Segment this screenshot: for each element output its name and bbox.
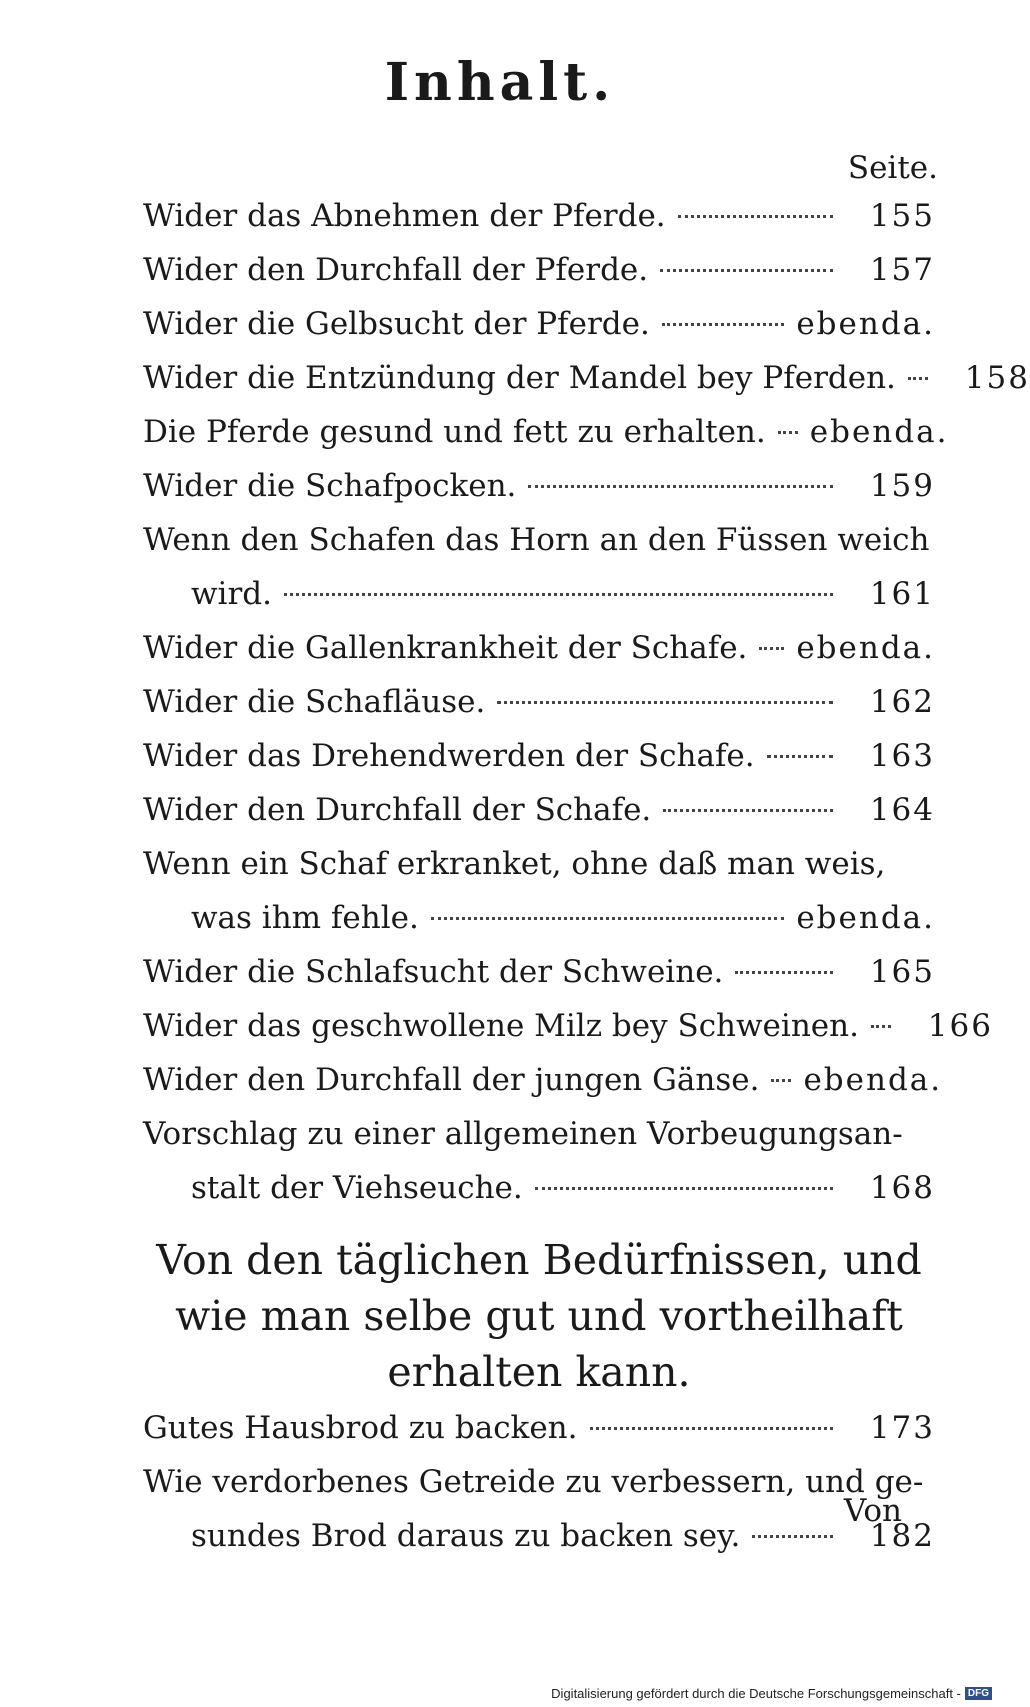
toc-entry xyxy=(143,468,935,522)
toc-page-number: ebenda. xyxy=(803,1062,943,1098)
page-column-header: Seite. xyxy=(847,150,938,186)
toc-entry-line xyxy=(143,414,949,468)
toc-entry-line xyxy=(143,630,935,684)
toc-page-number: 165 xyxy=(869,954,935,990)
dot-leader xyxy=(771,1079,791,1082)
dot-leader xyxy=(528,485,833,488)
dot-leader xyxy=(284,593,833,596)
toc-entry-text: Gutes Hausbrod zu backen. xyxy=(143,1410,578,1446)
toc-entry xyxy=(143,954,935,1008)
toc-page-number: ebenda. xyxy=(796,900,935,936)
dot-leader xyxy=(908,377,928,380)
toc-entry xyxy=(143,252,935,306)
toc-page-number: 182 xyxy=(869,1518,935,1554)
toc-entry xyxy=(143,1008,993,1062)
toc-entry xyxy=(143,1464,935,1572)
dot-leader xyxy=(663,809,833,812)
toc-entry xyxy=(143,846,935,954)
dot-leader xyxy=(871,1025,891,1028)
toc-entry-text: Wider die Schafpocken. xyxy=(143,468,517,504)
toc-entry-text: Wie verdorbenes Getreide zu verbessern, und ge- xyxy=(143,1464,924,1500)
toc-entry xyxy=(143,414,949,468)
toc-entry-line xyxy=(143,738,935,792)
toc-page-number: 162 xyxy=(869,684,935,720)
dot-leader xyxy=(735,971,833,974)
dot-leader xyxy=(660,269,833,272)
toc-entry-line xyxy=(143,684,935,738)
toc-entry-line xyxy=(143,1062,943,1116)
page-title: Inhalt. xyxy=(384,52,616,113)
toc-entry-continuation xyxy=(143,576,935,630)
toc-entry-line xyxy=(143,846,935,900)
toc-entry-text: Wider das Abnehmen der Pferde. xyxy=(143,198,666,234)
section-heading: Von den täglichen Bedürfnissen, und wie man selbe gut und vortheilhaft erhalten kann. xyxy=(156,1236,922,1396)
dot-leader xyxy=(590,1427,834,1430)
toc-entry-text: stalt der Viehseuche. xyxy=(191,1170,523,1206)
toc-entry-text: Wider den Durchfall der jungen Gänse. xyxy=(143,1062,760,1098)
dot-leader xyxy=(431,917,785,920)
toc-page-number: 161 xyxy=(869,576,935,612)
toc-entry xyxy=(143,684,935,738)
toc-entry xyxy=(143,630,935,684)
digitization-footer xyxy=(551,1686,992,1701)
toc-entry-text: Wenn den Schafen das Horn an den Füssen weich xyxy=(143,522,930,558)
toc-page-number: 166 xyxy=(927,1008,993,1044)
toc-entry-line xyxy=(143,792,935,846)
toc-entry-text: Wider das Drehendwerden der Schafe. xyxy=(143,738,755,774)
dot-leader xyxy=(752,1535,833,1538)
toc-page-number: 158 xyxy=(964,360,1030,396)
toc-entry xyxy=(143,792,935,846)
toc-entry-line xyxy=(143,360,1030,414)
toc-page-number: 164 xyxy=(869,792,935,828)
dot-leader xyxy=(535,1187,833,1190)
toc-page-number: ebenda. xyxy=(796,306,935,342)
toc-entry-text: Wider die Schafläuse. xyxy=(143,684,486,720)
toc-entry-line xyxy=(143,252,935,306)
toc-entry-text: Wider die Gelbsucht der Pferde. xyxy=(143,306,650,342)
toc-entry-line xyxy=(143,306,935,360)
toc-page-number: 159 xyxy=(869,468,935,504)
footer-text: Digitalisierung gefördert durch die Deutsche Forschungsgemeinschaft - xyxy=(551,1686,961,1701)
toc-entry-text: was ihm fehle. xyxy=(191,900,419,936)
table-of-contents xyxy=(143,198,1030,1572)
toc-page-number: 173 xyxy=(869,1410,935,1446)
toc-entry xyxy=(143,522,935,630)
dot-leader xyxy=(767,755,833,758)
toc-page-number: ebenda. xyxy=(796,630,935,666)
toc-entry-text: Wider den Durchfall der Pferde. xyxy=(143,252,649,288)
dfg-logo: DFG xyxy=(965,1687,992,1700)
toc-entry-line xyxy=(143,468,935,522)
toc-entry-text: Wider die Entzündung der Mandel bey Pferden. xyxy=(143,360,896,396)
toc-entry xyxy=(143,738,935,792)
toc-entry-continuation xyxy=(143,1170,935,1224)
toc-page-number: ebenda. xyxy=(809,414,949,450)
toc-page-number: 155 xyxy=(869,198,935,234)
toc-entry-continuation xyxy=(143,1518,935,1572)
dot-leader xyxy=(678,215,833,218)
toc-entry-line xyxy=(143,1008,993,1062)
toc-entry xyxy=(143,1116,935,1224)
toc-entry-text: Wider die Schlafsucht der Schweine. xyxy=(143,954,724,990)
toc-entry xyxy=(143,1062,943,1116)
dot-leader xyxy=(759,647,784,650)
dot-leader xyxy=(662,323,784,326)
toc-entry-text: Die Pferde gesund und fett zu erhalten. xyxy=(143,414,766,450)
toc-entry-text: Wider die Gallenkrankheit der Schafe. xyxy=(143,630,748,666)
toc-entry-line xyxy=(143,198,935,252)
toc-page-number: 168 xyxy=(869,1170,935,1206)
toc-entry-text: Vorschlag zu einer allgemeinen Vorbeugungsan- xyxy=(143,1116,903,1152)
catchword: Von xyxy=(843,1493,902,1529)
toc-entry-line xyxy=(143,1410,935,1464)
toc-entry-line xyxy=(143,1116,935,1170)
toc-entry xyxy=(143,306,935,360)
dot-leader xyxy=(778,431,798,434)
toc-entry xyxy=(143,198,935,252)
toc-entry xyxy=(143,360,1030,414)
toc-entry-line xyxy=(143,1464,935,1518)
toc-entry-line xyxy=(143,522,935,576)
toc-entry-text: wird. xyxy=(191,576,272,612)
toc-entry-text: sundes Brod daraus zu backen sey. xyxy=(191,1518,741,1554)
toc-entry xyxy=(143,1410,935,1464)
toc-page-number: 157 xyxy=(869,252,935,288)
toc-entry-text: Wider den Durchfall der Schafe. xyxy=(143,792,652,828)
dot-leader xyxy=(497,701,833,704)
toc-entry-text: Wenn ein Schaf erkranket, ohne daß man weis, xyxy=(143,846,886,882)
toc-entry-line xyxy=(143,954,935,1008)
toc-entry-text: Wider das geschwollene Milz bey Schweinen. xyxy=(143,1008,859,1044)
toc-entry-continuation xyxy=(143,900,935,954)
toc-page-number: 163 xyxy=(869,738,935,774)
